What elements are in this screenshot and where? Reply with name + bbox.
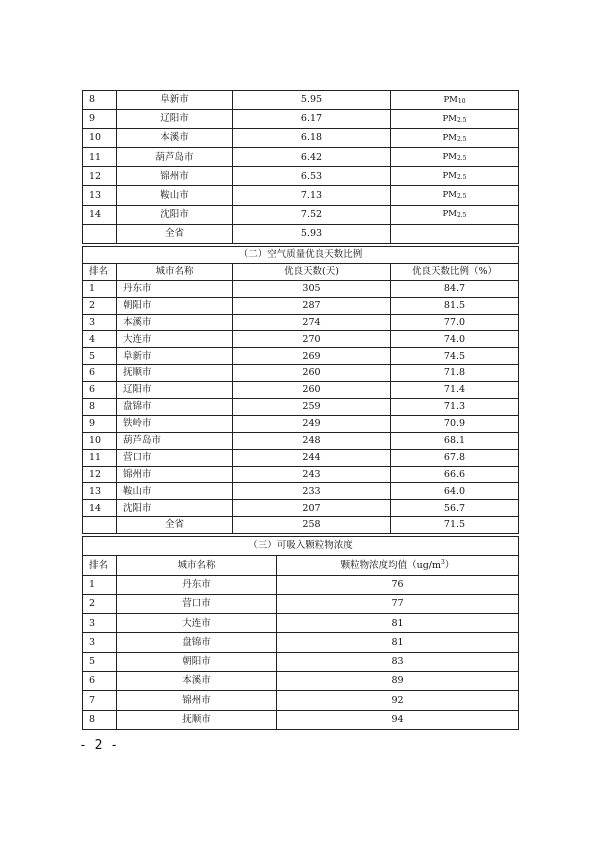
value-cell: 5.93 [233, 224, 391, 243]
table-row [83, 483, 519, 500]
concentration-cell: 77 [277, 594, 519, 613]
city-cell: 锦州市 [117, 691, 277, 710]
good-days-cell: 305 [233, 280, 391, 297]
city-cell: 本溪市 [117, 314, 233, 331]
rank-cell: 5 [83, 652, 117, 671]
good-days-cell: 270 [233, 331, 391, 348]
pollutant-subscript: 2.5 [456, 135, 467, 143]
particulate-table-body [83, 537, 519, 730]
good-ratio-cell: 64.0 [391, 483, 519, 500]
city-cell: 全省 [117, 224, 233, 243]
good-ratio-cell: 81.5 [391, 297, 519, 314]
city-cell: 鞍山市 [117, 483, 233, 500]
header-concentration [277, 556, 519, 575]
city-cell: 抚顺市 [117, 710, 277, 729]
header-good-days: 优良天数(天) [233, 263, 391, 280]
good-days-cell: 269 [233, 348, 391, 365]
city-cell: 辽阳市 [117, 110, 233, 129]
value-cell: 6.53 [233, 167, 391, 186]
pollutant-index-table-body [83, 91, 519, 244]
table-row [83, 205, 519, 224]
rank-cell: 6 [83, 365, 117, 382]
rank-cell: 2 [83, 594, 117, 613]
city-cell: 营口市 [117, 594, 277, 613]
concentration-cell: 94 [277, 710, 519, 729]
particulate-title-row [83, 537, 519, 556]
rank-cell: 8 [83, 399, 117, 416]
pollutant-subscript: 10 [457, 97, 466, 105]
good-days-cell: 207 [233, 500, 391, 517]
city-cell: 盘锦市 [117, 399, 233, 416]
concentration-cell: 81 [277, 633, 519, 652]
total-row [83, 224, 519, 243]
rank-cell: 3 [83, 633, 117, 652]
good-days-cell: 258 [233, 517, 391, 534]
good-days-cell: 233 [233, 483, 391, 500]
table-row [83, 331, 519, 348]
rank-cell: 5 [83, 348, 117, 365]
city-cell: 大连市 [117, 331, 233, 348]
rank-cell: 13 [83, 483, 117, 500]
rank-cell [83, 224, 117, 243]
good-days-table-body [83, 247, 519, 534]
rank-cell: 3 [83, 614, 117, 633]
rank-cell: 12 [83, 167, 117, 186]
pollutant-cell [391, 148, 519, 167]
good-ratio-cell: 70.9 [391, 415, 519, 432]
header-rank: 排名 [83, 263, 117, 280]
pollutant-name: PM [442, 113, 457, 124]
good-days-cell: 259 [233, 399, 391, 416]
table-row [83, 186, 519, 205]
rank-cell: 1 [83, 280, 117, 297]
table-row [83, 614, 519, 633]
table-row [83, 382, 519, 399]
city-cell: 营口市 [117, 449, 233, 466]
city-cell: 盘锦市 [117, 633, 277, 652]
rank-cell: 13 [83, 186, 117, 205]
good-days-cell: 274 [233, 314, 391, 331]
table-row [83, 691, 519, 710]
pollutant-subscript: 2.5 [456, 193, 467, 201]
good-ratio-cell: 71.8 [391, 365, 519, 382]
header-concentration-close: ） [444, 559, 455, 571]
rank-cell: 11 [83, 449, 117, 466]
concentration-cell: 81 [277, 614, 519, 633]
good-days-header-row [83, 263, 519, 280]
city-cell: 本溪市 [117, 129, 233, 148]
good-days-table [82, 246, 519, 534]
city-cell: 沈阳市 [117, 500, 233, 517]
table-row [83, 432, 519, 449]
city-cell: 锦州市 [117, 167, 233, 186]
rank-cell: 7 [83, 691, 117, 710]
good-days-cell: 260 [233, 382, 391, 399]
rank-cell: 8 [83, 91, 117, 110]
good-ratio-cell: 67.8 [391, 449, 519, 466]
table-row [83, 466, 519, 483]
good-ratio-cell: 56.7 [391, 500, 519, 517]
good-ratio-cell: 71.5 [391, 517, 519, 534]
pollutant-cell [391, 129, 519, 148]
good-days-cell: 260 [233, 365, 391, 382]
table-row [83, 449, 519, 466]
rank-cell: 6 [83, 382, 117, 399]
page-number: - 2 - [79, 738, 119, 753]
header-city: 城市名称 [117, 556, 277, 575]
rank-cell: 6 [83, 672, 117, 691]
city-cell: 葫芦岛市 [117, 432, 233, 449]
header-city: 城市名称 [117, 263, 233, 280]
pollutant-cell [391, 167, 519, 186]
pollutant-name: PM [443, 94, 458, 105]
good-days-cell: 243 [233, 466, 391, 483]
pollutant-name: PM [442, 171, 457, 182]
concentration-cell: 76 [277, 575, 519, 594]
city-cell: 铁岭市 [117, 415, 233, 432]
city-cell: 阜新市 [117, 348, 233, 365]
table-row [83, 594, 519, 613]
city-cell: 大连市 [117, 614, 277, 633]
pollutant-cell [391, 186, 519, 205]
table-row [83, 415, 519, 432]
table-row [83, 652, 519, 671]
rank-cell: 4 [83, 331, 117, 348]
city-cell: 沈阳市 [117, 205, 233, 224]
concentration-cell: 83 [277, 652, 519, 671]
particulate-table-title: （三）可吸入颗粒物浓度 [83, 537, 519, 556]
table-row [83, 314, 519, 331]
rank-cell: 3 [83, 314, 117, 331]
pollutant-name: PM [442, 209, 457, 220]
table-row [83, 710, 519, 729]
rank-cell: 14 [83, 500, 117, 517]
pollutant-name: PM [442, 132, 457, 143]
good-ratio-cell: 74.0 [391, 331, 519, 348]
particulate-table [82, 536, 519, 730]
good-ratio-cell: 74.5 [391, 348, 519, 365]
value-cell: 6.42 [233, 148, 391, 167]
city-cell: 锦州市 [117, 466, 233, 483]
city-cell: 阜新市 [117, 91, 233, 110]
good-ratio-cell: 71.3 [391, 399, 519, 416]
city-cell: 鞍山市 [117, 186, 233, 205]
good-days-cell: 248 [233, 432, 391, 449]
header-rank: 排名 [83, 556, 117, 575]
good-ratio-cell: 66.6 [391, 466, 519, 483]
city-cell: 葫芦岛市 [117, 148, 233, 167]
rank-cell: 1 [83, 575, 117, 594]
good-ratio-cell: 68.1 [391, 432, 519, 449]
header-concentration-exponent: 3 [441, 558, 445, 566]
good-days-table-title: （二）空气质量优良天数比例 [83, 247, 519, 264]
rank-cell: 8 [83, 710, 117, 729]
table-row [83, 348, 519, 365]
city-cell: 辽阳市 [117, 382, 233, 399]
table-row [83, 297, 519, 314]
rank-cell: 2 [83, 297, 117, 314]
pollutant-subscript: 2.5 [456, 155, 467, 163]
table-row [83, 167, 519, 186]
city-cell: 丹东市 [117, 575, 277, 594]
pollutant-index-table [82, 90, 519, 244]
total-row [83, 517, 519, 534]
table-row [83, 91, 519, 110]
good-days-cell: 249 [233, 415, 391, 432]
concentration-cell: 89 [277, 672, 519, 691]
good-days-cell: 287 [233, 297, 391, 314]
table-row [83, 110, 519, 129]
value-cell: 6.18 [233, 129, 391, 148]
city-cell: 本溪市 [117, 672, 277, 691]
rank-cell: 9 [83, 110, 117, 129]
header-good-ratio: 优良天数比例（%） [391, 263, 519, 280]
good-ratio-cell: 77.0 [391, 314, 519, 331]
rank-cell: 11 [83, 148, 117, 167]
pollutant-cell [391, 224, 519, 243]
rank-cell: 10 [83, 129, 117, 148]
table-row [83, 672, 519, 691]
concentration-cell: 92 [277, 691, 519, 710]
table-row [83, 575, 519, 594]
city-cell: 抚顺市 [117, 365, 233, 382]
rank-cell: 12 [83, 466, 117, 483]
pollutant-subscript: 2.5 [456, 116, 467, 124]
pollutant-name: PM [442, 190, 457, 201]
table-row [83, 500, 519, 517]
pollutant-subscript: 2.5 [456, 212, 467, 220]
header-concentration-text: 颗粒物浓度均值（ug/m [340, 559, 442, 571]
good-days-title-row [83, 247, 519, 264]
value-cell: 5.95 [233, 91, 391, 110]
value-cell: 6.17 [233, 110, 391, 129]
value-cell: 7.52 [233, 205, 391, 224]
table-row [83, 148, 519, 167]
good-ratio-cell: 84.7 [391, 280, 519, 297]
good-days-cell: 244 [233, 449, 391, 466]
rank-cell: 9 [83, 415, 117, 432]
table-row [83, 633, 519, 652]
rank-cell [83, 517, 117, 534]
particulate-header-row [83, 556, 519, 575]
rank-cell: 10 [83, 432, 117, 449]
city-cell: 全省 [117, 517, 233, 534]
pollutant-cell [391, 110, 519, 129]
table-row [83, 280, 519, 297]
table-row [83, 129, 519, 148]
value-cell: 7.13 [233, 186, 391, 205]
rank-cell: 14 [83, 205, 117, 224]
city-cell: 朝阳市 [117, 297, 233, 314]
city-cell: 丹东市 [117, 280, 233, 297]
table-row [83, 399, 519, 416]
table-row [83, 365, 519, 382]
pollutant-subscript: 2.5 [456, 174, 467, 182]
pollutant-cell [391, 91, 519, 110]
good-ratio-cell: 71.4 [391, 382, 519, 399]
pollutant-name: PM [442, 152, 457, 163]
pollutant-cell [391, 205, 519, 224]
city-cell: 朝阳市 [117, 652, 277, 671]
